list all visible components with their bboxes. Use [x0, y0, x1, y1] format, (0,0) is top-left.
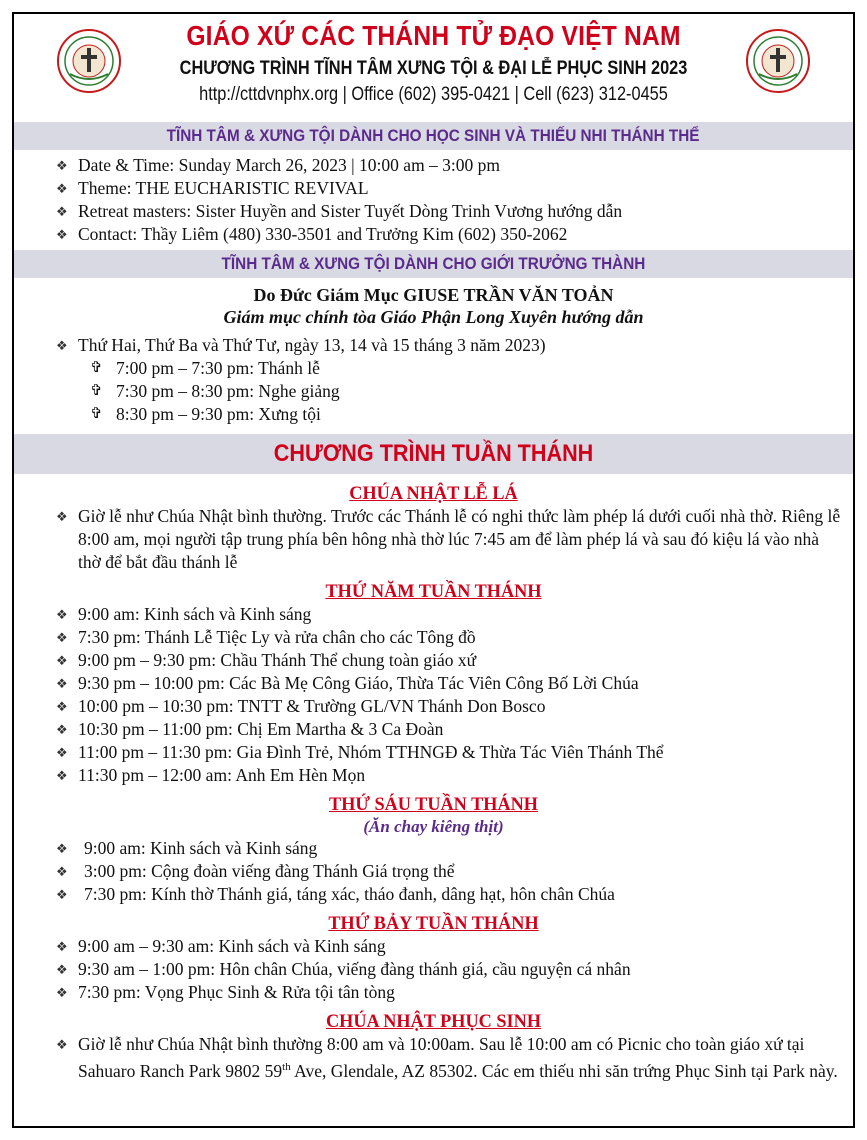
diamond-bullet-icon: ❖ [56, 653, 68, 668]
bishop-title: Giám mục chính tòa Giáo Phận Long Xuyên hướng dẫn [223, 307, 644, 327]
diamond-bullet-icon: ❖ [56, 722, 68, 737]
list-item: ❖ 10:00 pm – 10:30 pm: TNTT & Trường GL/VN Thánh Don Bosco [56, 696, 546, 716]
diamond-bullet-icon: ❖ [56, 338, 68, 353]
diamond-bullet-icon: ❖ [56, 607, 68, 622]
list-item: ❖ Thứ Hai, Thứ Ba và Thứ Tư, ngày 13, 14 và 15 tháng 3 năm 2023) [56, 335, 546, 355]
list-item: ❖ 7:30 pm: Thánh Lễ Tiệc Ly và rửa chân cho các Tông đồ [56, 627, 476, 647]
list-item: ❖ 9:30 am – 1:00 pm: Hôn chân Chúa, viếng đàng thánh giá, cầu nguyện cá nhân [56, 959, 631, 979]
program-subtitle: CHƯƠNG TRÌNH TĨNH TÂM XƯNG TỘI & ĐẠI LỄ PHỤC SINH 2023 [179, 58, 688, 79]
diamond-bullet-icon: ❖ [56, 745, 68, 760]
palm-sunday-title: CHÚA NHẬT LỄ LÁ [349, 483, 518, 504]
easter-sunday-title: CHÚA NHẬT PHỤC SINH [325, 1011, 542, 1032]
adult-retreat-schedule [14, 357, 853, 426]
list-item: ❖ 9:00 pm – 9:30 pm: Chầu Thánh Thể chung toàn giáo xứ [56, 650, 477, 670]
list-item: ❖ 10:30 pm – 11:00 pm: Chị Em Martha & 3 Ca Đoàn [56, 719, 444, 739]
list-item: ❖ 11:30 pm – 12:00 am: Anh Em Hèn Mọn [56, 765, 366, 785]
adult-retreat-band: TĨNH TÂM & XƯNG TỘI DÀNH CHO GIỚI TRƯỞNG THÀNH [14, 250, 853, 278]
flyer [12, 12, 855, 1128]
good-friday-title: THỨ SÁU TUẦN THÁNH [329, 794, 538, 815]
diamond-bullet-icon: ❖ [56, 768, 68, 783]
diamond-bullet-icon: ❖ [56, 509, 68, 524]
list-item: ❖ 3:00 pm: Cộng đoàn viếng đàng Thánh Giá trọng thể [56, 861, 455, 881]
diamond-bullet-icon: ❖ [56, 204, 68, 219]
adult-retreat-dates [14, 334, 853, 357]
holy-saturday-list [14, 935, 853, 1004]
diamond-bullet-icon: ❖ [56, 962, 68, 977]
cross-icon: ✞ [90, 360, 103, 376]
list-item: ❖ Retreat masters: Sister Huyền and Sister Tuyết Dòng Trinh Vương hướng dẫn [56, 201, 623, 221]
list-item: ❖ 9:00 am: Kinh sách và Kinh sáng [56, 604, 312, 624]
diamond-bullet-icon: ❖ [56, 939, 68, 954]
diamond-bullet-icon: ❖ [56, 158, 68, 173]
good-friday-list [14, 837, 853, 906]
list-item: ✞ 7:00 pm – 7:30 pm: Thánh lễ [90, 358, 320, 378]
bishop-name: Do Đức Giám Mục GIUSE TRẦN VĂN TOẢN [253, 285, 614, 305]
parish-title: GIÁO XỨ CÁC THÁNH TỬ ĐẠO VIỆT NAM [186, 20, 681, 51]
holy-thursday-list [14, 603, 853, 787]
diamond-bullet-icon: ❖ [56, 985, 68, 1000]
holy-week-band: CHƯƠNG TRÌNH TUẦN THÁNH [14, 434, 853, 474]
list-item: ✞ 7:30 pm – 8:30 pm: Nghe giảng [90, 381, 340, 401]
list-item: ❖ 9:00 am – 9:30 am: Kinh sách và Kinh sáng [56, 936, 386, 956]
diamond-bullet-icon: ❖ [56, 841, 68, 856]
diamond-bullet-icon: ❖ [56, 630, 68, 645]
diamond-bullet-icon: ❖ [56, 1037, 68, 1052]
list-item: ❖ 11:00 pm – 11:30 pm: Gia Đình Trẻ, Nhóm TTHNGĐ & Thừa Tác Viên Thánh Thể [56, 742, 664, 762]
list-item: ❖ Contact: Thầy Liêm (480) 330-3501 and Trưởng Kim (602) 350-2062 [56, 224, 568, 244]
list-item: ❖ 7:30 pm: Vọng Phục Sinh & Rửa tội tân tòng [56, 982, 395, 1002]
list-item: ❖ 7:30 pm: Kính thờ Thánh giá, táng xác, tháo đanh, dâng hạt, hôn chân Chúa [56, 884, 615, 904]
list-item: ❖ 9:30 pm – 10:00 pm: Các Bà Mẹ Công Giáo, Thừa Tác Viên Công Bố Lời Chúa [56, 673, 639, 693]
cross-icon: ✞ [90, 406, 103, 422]
diamond-bullet-icon: ❖ [56, 699, 68, 714]
easter-sunday-list [14, 1033, 853, 1083]
contact-line: http://cttdvnphx.org | Office (602) 395-0421 | Cell (623) 312-0455 [199, 84, 668, 105]
youth-retreat-list [14, 154, 853, 246]
diamond-bullet-icon: ❖ [56, 227, 68, 242]
fasting-note: (Ăn chay kiêng thịt) [363, 817, 504, 836]
diamond-bullet-icon: ❖ [56, 676, 68, 691]
list-item: ❖ Theme: THE EUCHARISTIC REVIVAL [56, 178, 369, 198]
diamond-bullet-icon: ❖ [56, 864, 68, 879]
header [14, 14, 853, 122]
palm-sunday-list [14, 505, 853, 574]
holy-saturday-title: THỨ BẢY TUẦN THÁNH [328, 913, 539, 934]
list-item: ❖ Giờ lễ như Chúa Nhật bình thường. Trước các Thánh lễ có nghi thức làm phép lá dưới cuối nhà thờ. Riêng lễ 8:00 am, mọi người tập trung phía bên hông nhà thờ lúc 7:45 am để làm phép lá và sau đó kiệu lá vào nhà thờ để bắt đầu thánh lễ [56, 506, 841, 572]
list-item: ❖ 9:00 am: Kinh sách và Kinh sáng [56, 838, 318, 858]
cross-icon: ✞ [90, 383, 103, 399]
list-item: ❖ Giờ lễ như Chúa Nhật bình thường 8:00 am và 10:00am. Sau lễ 10:00 am có Picnic cho toàn giáo xứ tại Sahuaro Ranch Park 9802 59th Ave, Glendale, AZ 85302. Các em thiếu nhi săn trứng Phục Sinh tại Park này. [56, 1034, 838, 1081]
youth-retreat-band: TĨNH TÂM & XƯNG TỘI DÀNH CHO HỌC SINH VÀ THIẾU NHI THÁNH THỂ [14, 122, 853, 150]
holy-thursday-title: THỨ NĂM TUẦN THÁNH [325, 581, 542, 602]
diamond-bullet-icon: ❖ [56, 181, 68, 196]
list-item: ✞ 8:30 pm – 9:30 pm: Xưng tội [90, 404, 321, 424]
diamond-bullet-icon: ❖ [56, 887, 68, 902]
list-item: ❖ Date & Time: Sunday March 26, 2023 | 10:00 am – 3:00 pm [56, 155, 501, 175]
